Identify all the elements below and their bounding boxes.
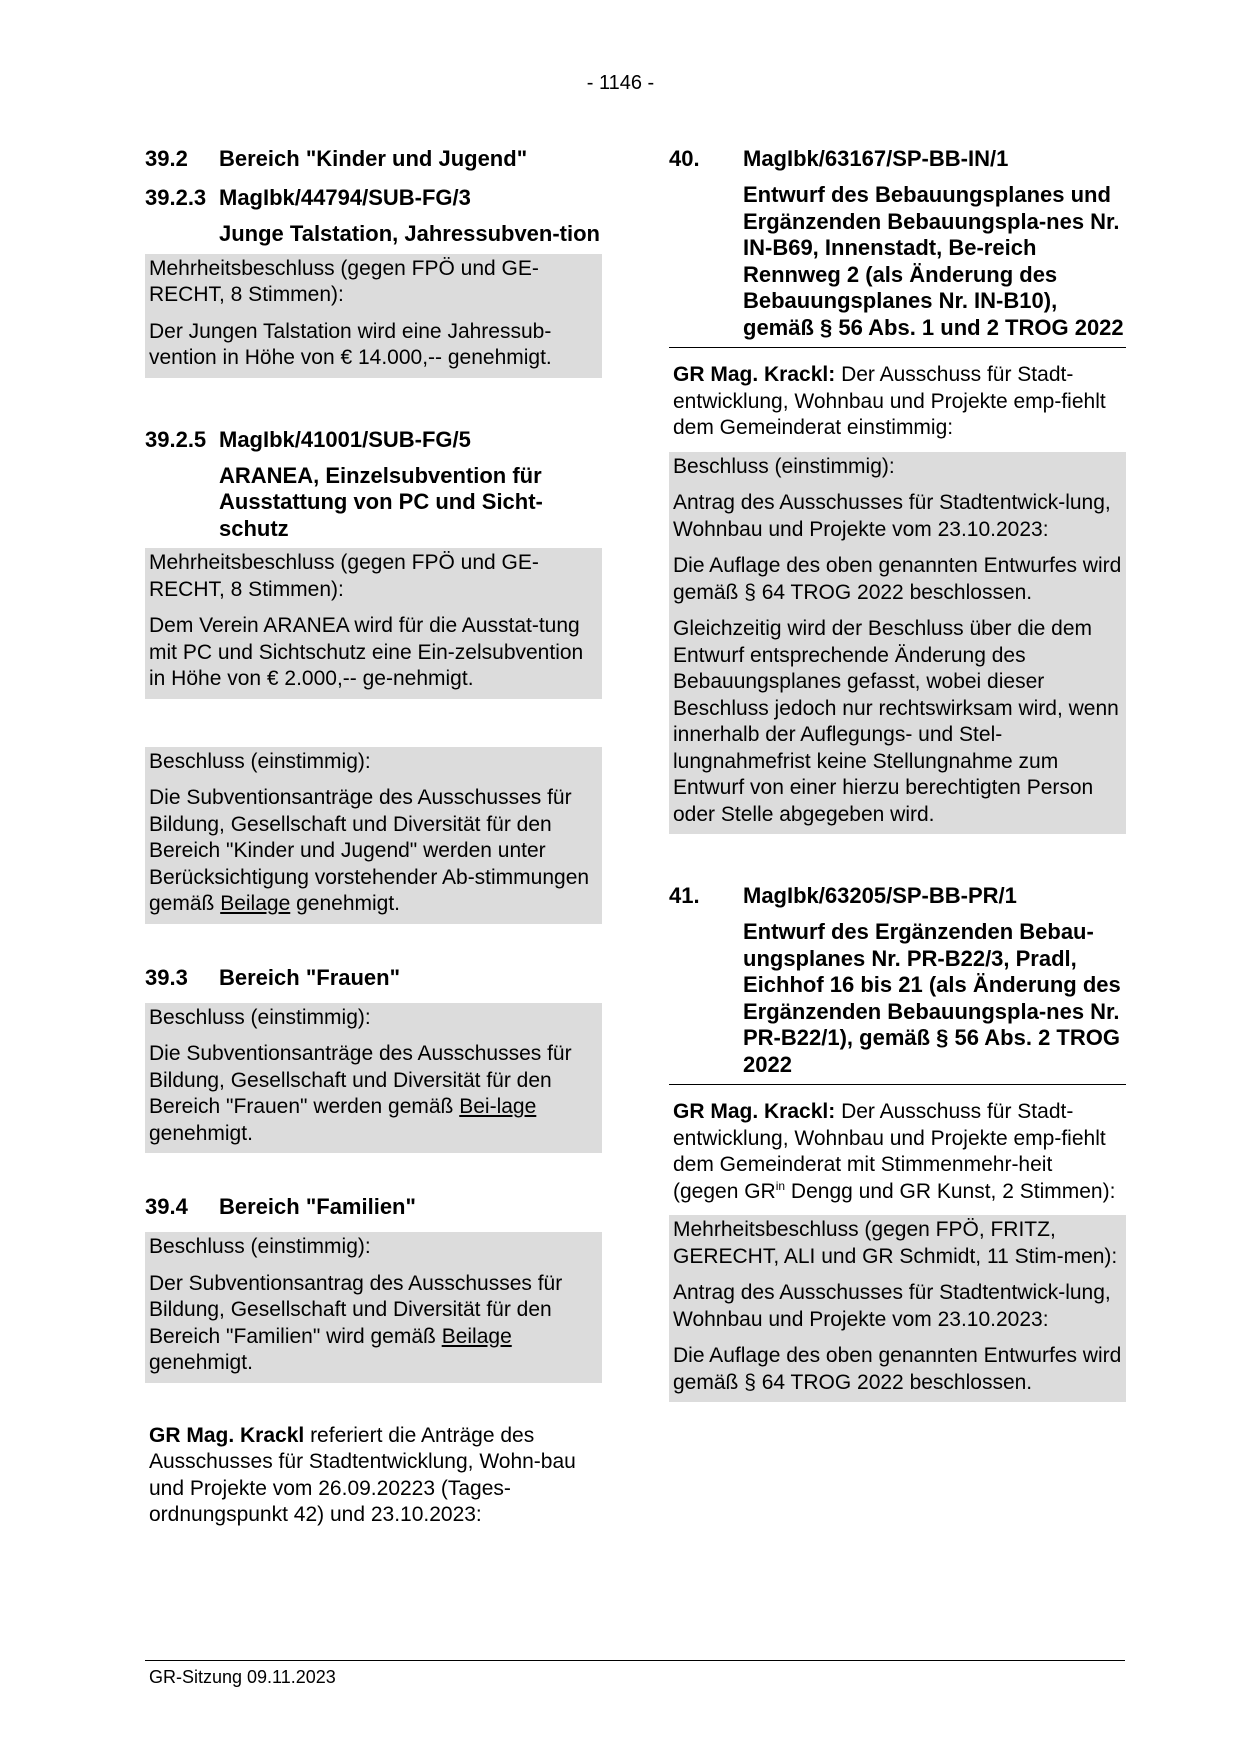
speaker-paragraph: GR Mag. Krackl: Der Ausschuss für Stadt-entwicklung, Wohnbau und Projekte emp-fiehlt dem Gemeinderat einstimmig: bbox=[673, 363, 1106, 439]
section-title: MagIbk/63205/SP-BB-PR/1 bbox=[743, 883, 1017, 908]
section-subtitle: Entwurf des Ergänzenden Bebau-ungsplanes Nr. PR-B22/3, Pradl, Eichhof 16 bis 21 (als Änderung des Ergänzenden Bebauungspla-nes Nr. PR-B22/1), gemäß § 56 Abs. 2 TROG 2022 bbox=[743, 919, 1121, 1077]
section-heading-39-3 bbox=[145, 964, 602, 991]
footer-divider bbox=[145, 1660, 1125, 1661]
beilage-link[interactable]: Bei-lage bbox=[459, 1095, 537, 1118]
section-heading-39-2-3 bbox=[145, 184, 602, 211]
decision-label: Beschluss (einstimmig): bbox=[149, 1005, 371, 1029]
decision-text: Die Subventionsanträge des Ausschusses für Bildung, Gesellschaft und Diversität für den Bereich "Frauen" werden gemäß Bei-lage genehmigt. bbox=[149, 1042, 572, 1145]
section-title: MagIbk/44794/SUB-FG/3 bbox=[219, 185, 471, 210]
left-column bbox=[145, 145, 602, 1529]
decision-text: Antrag des Ausschusses für Stadtentwick-lung, Wohnbau und Projekte vom 23.10.2023: bbox=[673, 1281, 1111, 1331]
decision-text: Antrag des Ausschusses für Stadtentwick-lung, Wohnbau und Projekte vom 23.10.2023: bbox=[673, 491, 1111, 541]
section-heading-41 bbox=[669, 882, 1126, 909]
section-divider bbox=[669, 1084, 1126, 1085]
section-title: MagIbk/63167/SP-BB-IN/1 bbox=[743, 146, 1009, 171]
decision-label: Mehrheitsbeschluss (gegen FPÖ, FRITZ, GERECHT, ALI und GR Schmidt, 11 Stim-men): bbox=[673, 1218, 1118, 1268]
section-subtitle: ARANEA, Einzelsubvention für Ausstattung von PC und Sicht-schutz bbox=[219, 462, 543, 541]
decision-box-39-2-5 bbox=[145, 548, 602, 699]
beilage-link[interactable]: Beilage bbox=[441, 1324, 512, 1348]
section-number: 39.2 bbox=[145, 146, 188, 171]
section-number: 39.4 bbox=[145, 1194, 188, 1219]
report-paragraph: GR Mag. Krackl referiert die Anträge des Ausschusses für Stadtentwicklung, Wohn-bau und Projekte vom 26.09.20223 (Tages-ordnungspunkt 42) und 23.10.2023: bbox=[149, 1423, 576, 1526]
section-title: MagIbk/41001/SUB-FG/5 bbox=[219, 426, 471, 452]
decision-label: Beschluss (einstimmig): bbox=[149, 1235, 371, 1258]
decision-box-39-2-3 bbox=[145, 254, 602, 378]
page-number: - 1146 - bbox=[586, 72, 655, 94]
footer-text: GR-Sitzung 09.11.2023 bbox=[149, 1667, 336, 1687]
speaker-name: GR Mag. Krackl: bbox=[673, 1100, 836, 1123]
decision-label: Beschluss (einstimmig): bbox=[673, 454, 895, 478]
decision-text: Der Subventionsantrag des Ausschusses für Bildung, Gesellschaft und Diversität für den Bereich "Familien" wird gemäß Beilage genehmigt. bbox=[149, 1271, 563, 1374]
section-subtitle: Junge Talstation, Jahressubven-tion bbox=[219, 221, 600, 246]
section-title: Bereich "Kinder und Jugend" bbox=[219, 146, 528, 171]
decision-text: Der Jungen Talstation wird eine Jahressub-vention in Höhe von € 14.000,-- genehmigt. bbox=[149, 319, 552, 369]
section-title: Bereich "Frauen" bbox=[219, 964, 401, 990]
decision-text: Dem Verein ARANEA wird für die Ausstat-tung mit PC und Sichtschutz eine Ein-zelsubvention in Höhe von € 2.000,-- ge-nehmigt. bbox=[149, 614, 584, 690]
section-title: Bereich "Familien" bbox=[219, 1194, 416, 1219]
speaker-paragraph: GR Mag. Krackl: Der Ausschuss für Stadt-entwicklung, Wohnbau und Projekte emp-fiehlt dem Gemeinderat mit Stimmenmehr-heit (gegen $GR^{in}$ Dengg und GR Kunst, 2 Stimmen): bbox=[673, 1100, 1116, 1203]
section-heading-39-2-5 bbox=[145, 426, 602, 453]
section-number: 41. bbox=[669, 883, 700, 908]
section-heading-39-4 bbox=[145, 1193, 602, 1220]
decision-text: Die Auflage des oben genannten Entwurfes wird gemäß § 64 TROG 2022 beschlossen. bbox=[673, 554, 1122, 604]
superscript: in bbox=[775, 1178, 786, 1193]
section-number: 40. bbox=[669, 146, 700, 171]
decision-box-39-4 bbox=[145, 1232, 602, 1383]
decision-box-40 bbox=[669, 452, 1126, 835]
decision-label: Mehrheitsbeschluss (gegen FPÖ und GE-RECHT, 8 Stimmen): bbox=[149, 551, 539, 601]
decision-text: Gleichzeitig wird der Beschluss über die dem Entwurf entsprechende Änderung des Bebauungsplanes gefasst, wobei dieser Beschluss jedoch nur rechtswirksam wird, wenn innerhalb der Auflegungs- und Stel-lungnahmefrist keine Stellungnahme zum Entwurf von einer hierzu berechtigten Person oder Stelle abgegeben wird. bbox=[673, 617, 1119, 826]
right-column bbox=[669, 145, 1126, 1402]
section-heading-40 bbox=[669, 145, 1126, 172]
speaker-name: GR Mag. Krackl bbox=[149, 1423, 305, 1447]
decision-box-41 bbox=[669, 1215, 1126, 1402]
decision-label: Beschluss (einstimmig): bbox=[149, 749, 371, 773]
section-heading-39-2 bbox=[145, 145, 602, 172]
section-number: 39.3 bbox=[145, 964, 188, 990]
decision-label: Mehrheitsbeschluss (gegen FPÖ und GE-RECHT, 8 Stimmen): bbox=[149, 256, 539, 306]
decision-box-39-3 bbox=[145, 1003, 602, 1154]
section-divider bbox=[669, 347, 1126, 348]
decision-box-kinder-jugend bbox=[145, 747, 602, 924]
section-number: 39.2.3 bbox=[145, 185, 207, 210]
section-subtitle: Entwurf des Bebauungsplanes und Ergänzenden Bebauungspla-nes Nr. IN-B69, Innenstadt, Be-reich Rennweg 2 (als Änderung des Bebauungsplanes Nr. IN-B10), gemäß § 56 Abs. 1 und 2 TROG 2022 bbox=[743, 182, 1124, 340]
section-number: 39.2.5 bbox=[145, 426, 207, 452]
decision-text: Die Auflage des oben genannten Entwurfes wird gemäß § 64 TROG 2022 beschlossen. bbox=[673, 1344, 1122, 1394]
beilage-link[interactable]: Beilage bbox=[220, 892, 291, 915]
decision-text: Die Subventionsanträge des Ausschusses für Bildung, Gesellschaft und Diversität für den Bereich "Kinder und Jugend" werden unter Berücksichtigung vorstehender Ab-stimmungen gemäß Beilage genehmigt. bbox=[149, 786, 590, 915]
speaker-name: GR Mag. Krackl: bbox=[673, 363, 836, 386]
